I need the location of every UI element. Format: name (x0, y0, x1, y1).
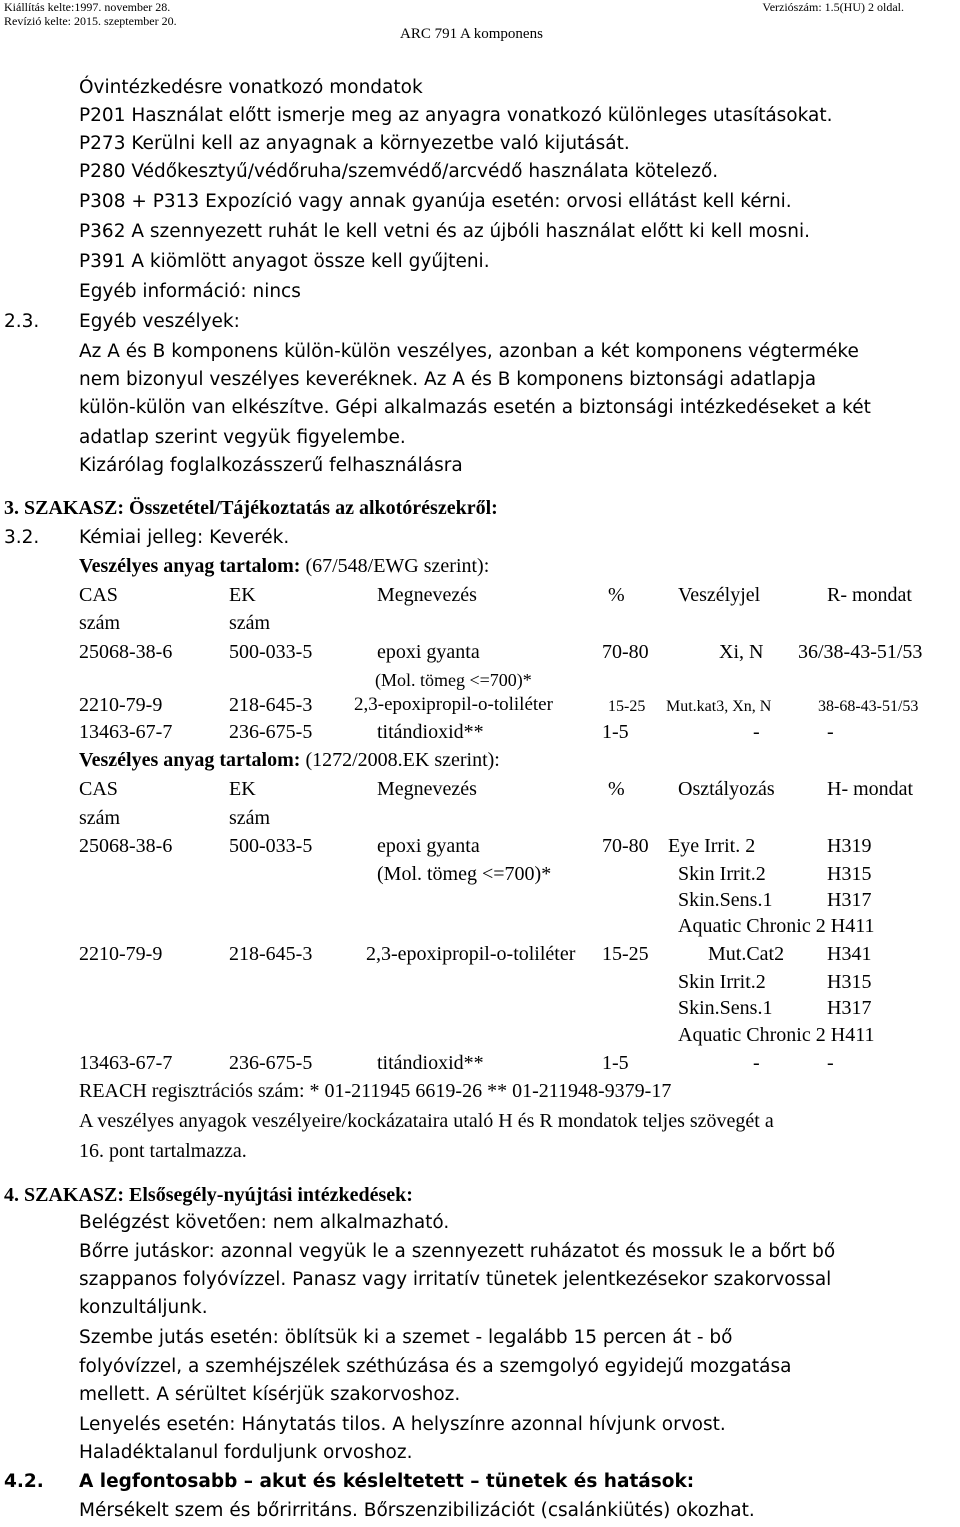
table1-header-cas: CAS (79, 584, 118, 606)
table1-title (79, 554, 489, 578)
table2-cell: 13463-67-7 (79, 1052, 173, 1074)
table2-cell: Skin Irrit.2 (678, 863, 766, 885)
table1-cell: Xi, N (719, 641, 764, 663)
table1-cell: - (753, 721, 760, 743)
table1-header-hazard-symbol: Veszélyjel (678, 584, 761, 606)
table2-cell: titándioxid** (377, 1052, 484, 1074)
table2-cell: Skin.Sens.1 (678, 997, 773, 1019)
table2-cell: H317 (827, 889, 872, 911)
other-hazards-line: Az A és B komponens külön-külön veszélyes, azonban a két komponens végterméke (79, 341, 859, 362)
other-hazards-line: nem bizonyul veszélyes keveréknek. Az A és B komponens biztonsági adatlapja (79, 369, 817, 390)
table2-header-percent: % (608, 778, 625, 800)
table1-header-percent: % (608, 584, 625, 606)
table2-cell: 15-25 (602, 943, 649, 965)
table2-cell: - (753, 1052, 760, 1074)
chemical-nature: Kémiai jelleg: Keverék. (79, 527, 290, 548)
table1-cell: 2,3-epoxipropil-o-toliléter (354, 694, 553, 715)
table1-header-name: Megnevezés (377, 584, 477, 606)
table2-title-rest: (1272/2008.EK szerint): (300, 749, 500, 771)
table1-cell: 1-5 (602, 721, 629, 743)
table1-cell: 36/38-43-51/53 (798, 641, 923, 663)
table2-cell: 25068-38-6 (79, 835, 173, 857)
precautionary-line: P308 + P313 Expozíció vagy annak gyanúja esetén: orvosi ellátást kell kérni. (79, 191, 792, 212)
section4-heading: 4. SZAKASZ: Elsősegély-nyújtási intézkedések: (4, 1184, 413, 1206)
section3-note: 16. pont tartalmazza. (79, 1140, 247, 1162)
first-aid-line: mellett. A sérültet kísérjük szakorvoshoz. (79, 1384, 461, 1405)
table1-cell: 25068-38-6 (79, 641, 173, 663)
first-aid-line: Bőrre jutáskor: azonnal vegyük le a szennyezett ruházatot és mossuk le a bőrt bő (79, 1241, 836, 1262)
table2-cell: Aquatic Chronic 2 H411 (678, 1024, 875, 1046)
section-number: 4.2. (4, 1471, 44, 1492)
table1-header-ek: EK (229, 584, 256, 606)
first-aid-line: Belégzést követően: nem alkalmazható. (79, 1212, 450, 1233)
section-number: 3.2. (4, 527, 40, 548)
table1-title-bold: Veszélyes anyag tartalom: (79, 555, 301, 577)
other-hazards-title: Egyéb veszélyek: (79, 311, 240, 332)
table2-cell: 1-5 (602, 1052, 629, 1074)
table2-cell: (Mol. tömeg <=700)* (377, 863, 552, 885)
precautionary-line: P280 Védőkesztyű/védőruha/szemvédő/arcvédő használata kötelező. (79, 161, 719, 182)
first-aid-line: Szembe jutás esetén: öblítsük ki a szemet - legalább 15 percen át - bő (79, 1327, 733, 1348)
section3-heading: 3. SZAKASZ: Összetétel/Tájékoztatás az alkotórészekről: (4, 497, 498, 519)
table1-subheader: szám (229, 612, 271, 634)
table1-cell: 70-80 (602, 641, 649, 663)
product-title: ARC 791 A komponens (400, 26, 543, 42)
table1-title-rest: (67/548/EWG szerint): (300, 555, 490, 577)
first-aid-line: Haladéktalanul forduljunk orvoshoz. (79, 1442, 413, 1463)
table1-cell: 500-033-5 (229, 641, 313, 663)
reach-registration: REACH regisztrációs szám: * 01-211945 6619-26 ** 01-211948-9379-17 (79, 1080, 672, 1102)
first-aid-line: folyóvízzel, a szemhéjszélek széthúzása és a szemgolyó egyidejű mozgatása (79, 1356, 792, 1377)
table1-subheader: szám (79, 612, 121, 634)
first-aid-line: konzultáljunk. (79, 1297, 208, 1318)
table1-cell: 236-675-5 (229, 721, 313, 743)
first-aid-line: szappanos folyóvízzel. Panasz vagy irritatív tünetek jelentkezésekor szakorvossal (79, 1269, 832, 1290)
table2-cell: Skin.Sens.1 (678, 889, 773, 911)
table2-subheader: szám (229, 807, 271, 829)
table2-header-h-phrase: H- mondat (827, 778, 914, 800)
table2-cell: Eye Irrit. 2 (668, 835, 756, 857)
table1-cell: 218-645-3 (229, 694, 313, 716)
symptoms-heading: A legfontosabb – akut és késleltetett – tünetek és hatások: (79, 1471, 695, 1492)
section3-note: A veszélyes anyagok veszélyeire/kockázataira utaló H és R mondatok teljes szövegét a (79, 1110, 774, 1132)
revision-date: Revízió kelte: 2015. szeptember 20. (4, 14, 177, 28)
section-number: 2.3. (4, 311, 40, 332)
table1-cell: 15-25 (608, 698, 646, 715)
other-hazards-line: külön-külön van elkészítve. Gépi alkalmazás esetén a biztonsági intézkedéseket a két (79, 397, 871, 418)
table2-cell: 2,3-epoxipropil-o-toliléter (366, 943, 576, 965)
table2-header-name: Megnevezés (377, 778, 477, 800)
table1-cell: titándioxid** (377, 721, 484, 743)
table2-header-classification: Osztályozás (678, 778, 775, 800)
precautionary-line: P391 A kiömlött anyagot össze kell gyűjteni. (79, 251, 490, 272)
precautionary-line: P273 Kerülni kell az anyagnak a környezetbe való kijutását. (79, 133, 630, 154)
issue-date: Kiállítás kelte:1997. november 28. (4, 0, 171, 14)
table1-cell: epoxi gyanta (377, 641, 480, 663)
table2-cell: Aquatic Chronic 2 H411 (678, 915, 875, 937)
table2-cell: H319 (827, 835, 872, 857)
table2-cell: H315 (827, 971, 872, 993)
table2-cell: - (827, 1052, 834, 1074)
table2-title-bold: Veszélyes anyag tartalom: (79, 749, 301, 771)
table1-cell: - (827, 721, 834, 743)
table1-header-r-phrase: R- mondat (827, 584, 912, 606)
table2-cell: H315 (827, 863, 872, 885)
symptoms-text: Mérsékelt szem és bőrirritáns. Bőrszenzibilizációt (csalánkiütés) okozhat. (79, 1500, 755, 1521)
table1-cell: 2210-79-9 (79, 694, 163, 716)
table1-cell: Mut.kat3, Xn, N (666, 698, 772, 715)
table1-cell: 38-68-43-51/53 (818, 698, 919, 715)
table2-cell: H341 (827, 943, 872, 965)
table2-header-ek: EK (229, 778, 256, 800)
table2-header-cas: CAS (79, 778, 118, 800)
table2-cell: H317 (827, 997, 872, 1019)
table2-cell: 500-033-5 (229, 835, 313, 857)
table2-cell: 70-80 (602, 835, 649, 857)
table2-subheader: szám (79, 807, 121, 829)
table1-cell: (Mol. tömeg <=700)* (375, 670, 532, 690)
version-label: Verziószám: 1.5(HU) 2 oldal. (762, 0, 904, 14)
other-hazards-line: adatlap szerint vegyük figyelembe. (79, 427, 406, 448)
table2-cell: Mut.Cat2 (708, 943, 785, 965)
precautionary-line: P201 Használat előtt ismerje meg az anyagra vonatkozó különleges utasításokat. (79, 105, 833, 126)
precautionary-line: P362 A szennyezett ruhát le kell vetni és az újbóli használat előtt ki kell mosni. (79, 221, 811, 242)
table2-cell: 2210-79-9 (79, 943, 163, 965)
table2-cell: Skin Irrit.2 (678, 971, 766, 993)
table1-cell: 13463-67-7 (79, 721, 173, 743)
other-info: Egyéb információ: nincs (79, 281, 301, 302)
table2-title (79, 748, 500, 772)
table2-cell: epoxi gyanta (377, 835, 480, 857)
first-aid-line: Lenyelés esetén: Hánytatás tilos. A helyszínre azonnal hívjunk orvost. (79, 1414, 726, 1435)
other-hazards-line: Kizárólag foglalkozásszerű felhasználásra (79, 455, 463, 476)
table2-cell: 236-675-5 (229, 1052, 313, 1074)
precautionary-title: Óvintézkedésre vonatkozó mondatok (79, 77, 423, 98)
table2-cell: 218-645-3 (229, 943, 313, 965)
